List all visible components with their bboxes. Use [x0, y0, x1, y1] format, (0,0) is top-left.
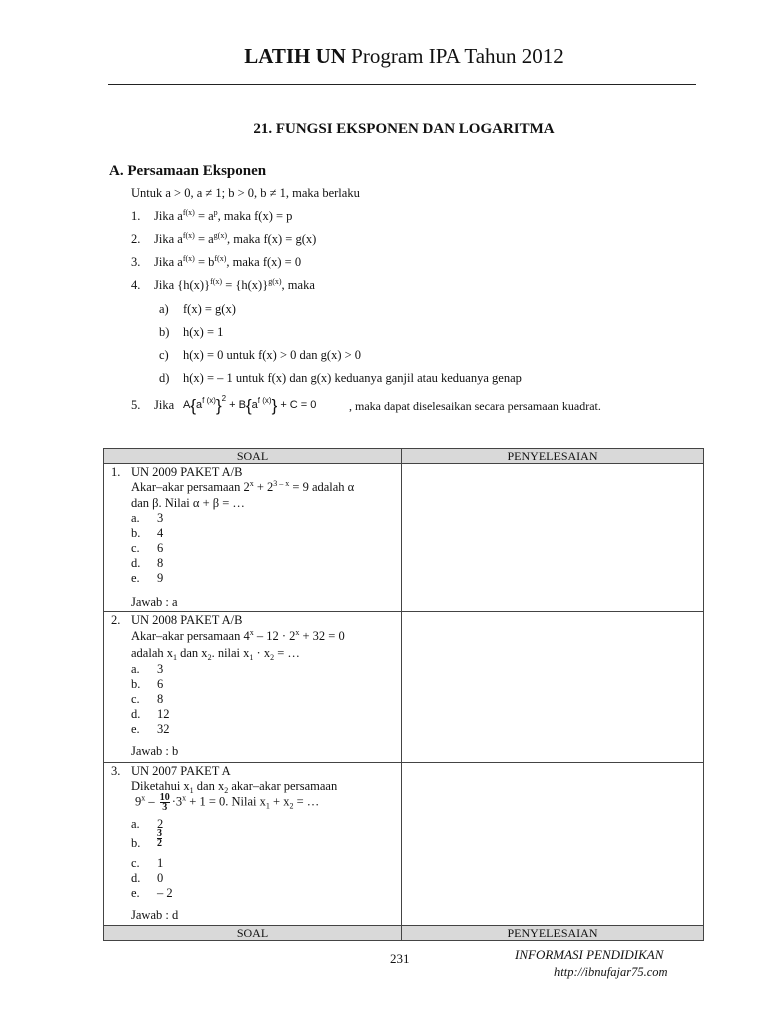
fraction-numerator: 3 [157, 828, 162, 839]
section-heading: A. Persamaan Eksponen [109, 163, 267, 179]
text-run: 9 [135, 794, 142, 809]
text-run: = 9 adalah α [289, 480, 355, 494]
option-value: 8 [157, 692, 164, 706]
text-run: dan x [193, 779, 225, 793]
header-rule [108, 84, 696, 85]
rule-text [154, 232, 316, 247]
rule-post: , maka f(x) = g(x) [227, 232, 317, 246]
problem-1 [104, 464, 402, 612]
text-sup: x [141, 793, 146, 803]
text-run: Akar–akar persamaan 2 [131, 480, 250, 494]
exponential-formula [183, 394, 316, 416]
rule-pre: Jika {h(x)} [154, 278, 211, 292]
option-label: d. [131, 707, 141, 721]
option-label: b. [131, 836, 141, 850]
rule-text [154, 255, 301, 270]
formula-part: A [183, 399, 191, 411]
intro-text: Untuk a > 0, a ≠ 1; b > 0, b ≠ 1, maka berlaku [131, 186, 360, 200]
text-sub: 1 [173, 653, 177, 662]
formula-sup: f (x) [202, 396, 216, 405]
answer-key: Jawab : d [131, 908, 179, 922]
option-value: 32 [157, 722, 170, 736]
text-run: . nilai x [211, 646, 250, 660]
text-run: – 12 · 2 [253, 629, 296, 643]
option-value: 12 [157, 707, 170, 721]
option-label: c. [131, 541, 140, 555]
problem-number: 3. [111, 764, 121, 778]
page-header [0, 44, 768, 69]
rule-num: 2. [131, 232, 141, 246]
table-header-row [104, 449, 704, 464]
option-value: 0 [157, 871, 164, 885]
option-label: e. [131, 722, 140, 736]
formula-brace: } [271, 396, 278, 415]
page-number: 231 [390, 951, 410, 966]
text-run: – [145, 794, 158, 809]
table-row [104, 464, 704, 612]
problem-line [131, 480, 354, 495]
rule-sup: f(x) [182, 231, 195, 240]
rule-sup: f(x) [182, 254, 195, 263]
solution-cell [402, 464, 704, 612]
option-label: a. [131, 817, 140, 831]
chapter-title: 21. FUNGSI EKSPONEN DAN LOGARITMA [253, 121, 555, 137]
text-sub: 1 [249, 653, 254, 662]
text-run: + x [269, 794, 290, 809]
text-run: dan x [177, 646, 208, 660]
rule-sup: p [213, 208, 218, 217]
fraction [160, 793, 170, 812]
option-value [157, 829, 162, 848]
subrule-label: b) [159, 325, 170, 339]
rule-text [154, 278, 315, 293]
text-run: + 2 [253, 480, 274, 494]
header-rest: Program IPA Tahun 2012 [345, 44, 564, 68]
footer-soal: SOAL [104, 926, 402, 941]
subrule-label: a) [159, 302, 169, 316]
problem-line [131, 629, 345, 644]
option-value: 3 [157, 511, 164, 525]
fraction-denominator: 3 [160, 802, 170, 812]
formula-sup: 2 [221, 394, 227, 403]
text-sup: x [295, 628, 300, 637]
formula-part: a [251, 399, 258, 411]
rule-pre: Jika a [154, 209, 183, 223]
option-value: 4 [157, 526, 164, 540]
subrule-text: f(x) = g(x) [183, 302, 236, 316]
option-label: c. [131, 692, 140, 706]
answer-key: Jawab : a [131, 595, 178, 609]
option-value: 6 [157, 541, 164, 555]
rule-pre: Jika a [154, 255, 183, 269]
footer-penyelesaian: PENYELESAIAN [402, 926, 704, 941]
header-bold: LATIH UN [244, 44, 346, 68]
text-run: akar–akar persamaan [228, 779, 338, 793]
text-sub: 1 [189, 786, 194, 795]
option-label: d. [131, 556, 141, 570]
fraction [157, 829, 162, 848]
text-run: ·3 [171, 794, 183, 809]
rule-post: , maka dapat diselesaikan secara persamaan kuadrat. [349, 399, 601, 413]
option-value: – 2 [157, 886, 173, 900]
footer-org: INFORMASI PENDIDIKAN [515, 947, 664, 962]
option-value: 9 [157, 571, 164, 585]
solution-cell [402, 612, 704, 763]
text-run: + 32 = 0 [299, 629, 345, 643]
text-run: = … [274, 646, 300, 660]
option-label: e. [131, 886, 140, 900]
text-run: + 1 = 0. Nilai x [186, 794, 266, 809]
rule-num: 4. [131, 278, 141, 292]
formula-brace: { [190, 396, 197, 415]
fraction-numerator: 10 [159, 792, 170, 803]
solution-cell [402, 763, 704, 926]
formula-part: + B [229, 399, 246, 411]
header-soal: SOAL [104, 449, 402, 464]
rule-mid: = b [194, 255, 215, 269]
text-sub: 1 [265, 801, 270, 811]
text-sub: 2 [289, 801, 294, 811]
subrule-text: h(x) = – 1 untuk f(x) dan g(x) keduanya ganjil atau keduanya genap [183, 371, 522, 385]
subrule-text: h(x) = 1 [183, 325, 224, 339]
rule-num: 1. [131, 209, 141, 223]
subrule-text: h(x) = 0 untuk f(x) > 0 dan g(x) > 0 [183, 348, 362, 362]
rule-num: 3. [131, 255, 141, 269]
text-run: = … [293, 794, 320, 809]
text-sub: 2 [207, 653, 212, 662]
rule-mid: = {h(x)} [222, 278, 269, 292]
problem-table [103, 448, 704, 941]
table-row [104, 612, 704, 763]
rule-sup: g(x) [268, 277, 282, 286]
option-label: b. [131, 677, 141, 691]
rule-num: 5. [131, 398, 141, 412]
footer-url[interactable]: http://ibnufajar75.com [554, 965, 668, 979]
option-value: 1 [157, 856, 164, 870]
rule-mid: = a [194, 209, 214, 223]
rule-text [154, 209, 292, 224]
text-run: adalah x [131, 646, 173, 660]
formula-part: a [196, 399, 203, 411]
text-sub: 2 [270, 653, 275, 662]
problem-2 [104, 612, 402, 763]
rule-post: , maka f(x) = p [217, 209, 293, 223]
text-sup: x [249, 479, 254, 488]
rule-sup: f(x) [182, 208, 195, 217]
option-label: e. [131, 571, 140, 585]
text-sub: 2 [224, 786, 229, 795]
text-sup: x [182, 793, 187, 803]
option-label: a. [131, 511, 140, 525]
problem-line: dan β. Nilai α + β = … [131, 496, 245, 510]
problem-number: 1. [111, 465, 121, 479]
header-penyelesaian: PENYELESAIAN [402, 449, 704, 464]
problem-source: UN 2009 PAKET A/B [131, 465, 243, 479]
rule-post: , maka f(x) = 0 [226, 255, 302, 269]
problem-line [131, 646, 300, 661]
rule-mid: = a [194, 232, 214, 246]
formula-part: + C = 0 [280, 399, 317, 411]
problem-equation [135, 793, 319, 812]
table-footer-row [104, 926, 704, 941]
option-value: 3 [157, 662, 164, 676]
option-value: 6 [157, 677, 164, 691]
subrule-label: d) [159, 371, 170, 385]
formula-sup: f (x) [257, 396, 272, 405]
text-sup: 3 – x [273, 479, 290, 488]
text-run: Akar–akar persamaan 4 [131, 629, 250, 643]
rule-pre: Jika [154, 398, 175, 412]
option-value: 2 [157, 817, 164, 831]
rule-sup: f(x) [210, 277, 223, 286]
option-label: d. [131, 871, 141, 885]
problem-source: UN 2008 PAKET A/B [131, 613, 243, 627]
option-label: b. [131, 526, 141, 540]
option-label: c. [131, 856, 140, 870]
rule-sup: g(x) [213, 231, 227, 240]
answer-key: Jawab : b [131, 744, 179, 758]
fraction-denominator: 2 [157, 838, 162, 849]
option-value: 8 [157, 556, 164, 570]
problem-source: UN 2007 PAKET A [131, 764, 231, 778]
text-sup: x [249, 628, 254, 637]
table-row [104, 763, 704, 926]
formula-brace: } [215, 396, 222, 415]
rule-post: , maka [281, 278, 315, 292]
option-label: a. [131, 662, 140, 676]
subrule-label: c) [159, 348, 169, 362]
rule-pre: Jika a [154, 232, 183, 246]
formula-brace: { [245, 396, 252, 415]
text-run: Diketahui x [131, 779, 190, 793]
problem-number: 2. [111, 613, 121, 627]
problem-3 [104, 763, 402, 926]
text-run: · x [253, 646, 271, 660]
rule-sup: f(x) [214, 254, 227, 263]
